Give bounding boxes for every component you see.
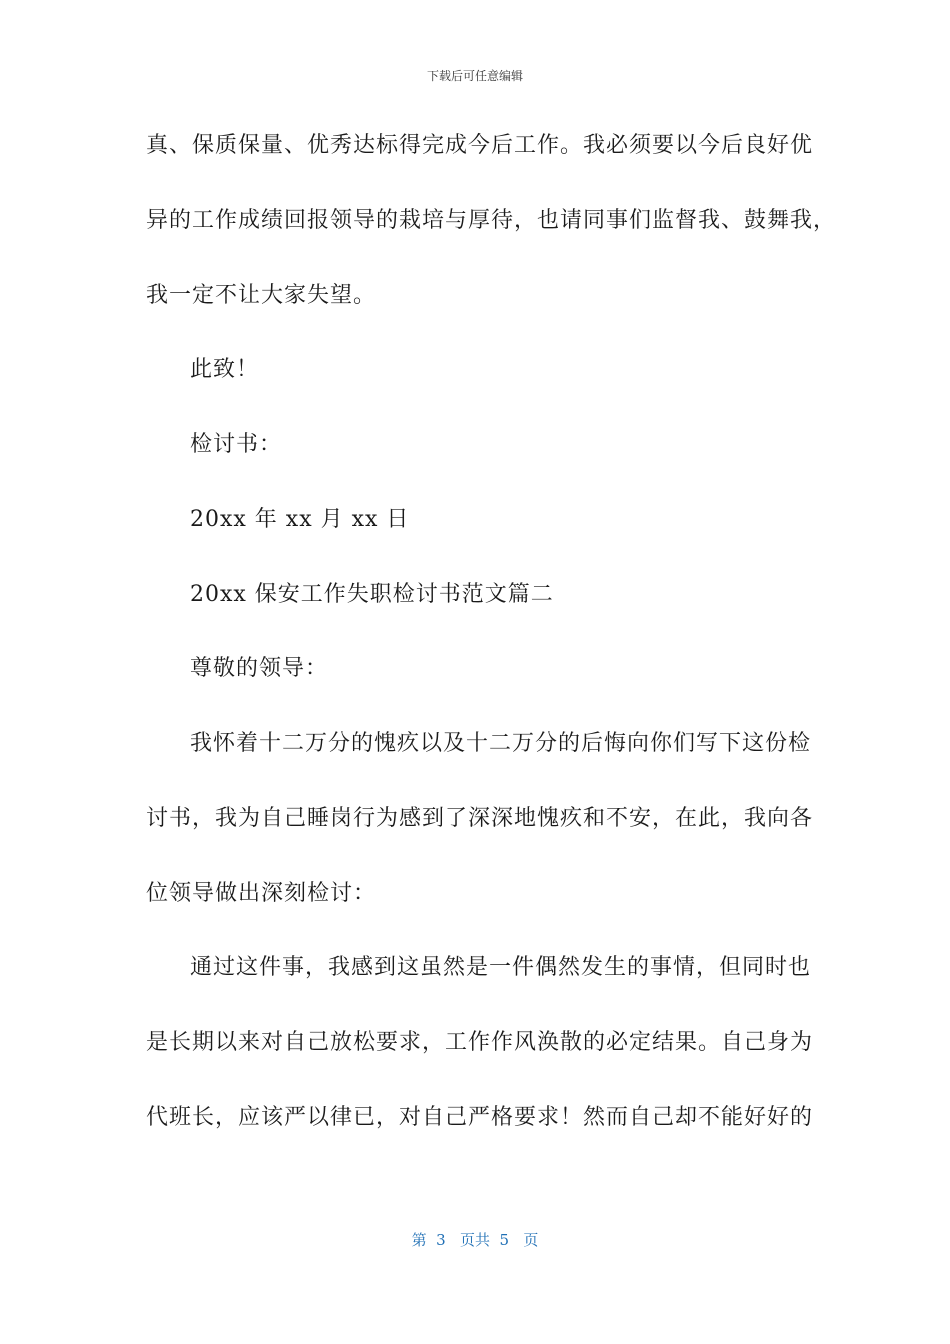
page-footer: 第 3 页共 5 页 (411, 1231, 539, 1249)
body-line: 讨书，我为自己睡岗行为感到了深深地愧疚和不安，在此，我向各 (146, 806, 814, 831)
body-line: 通过这件事，我感到这虽然是一件偶然发生的事情，但同时也 (190, 955, 812, 980)
section-title: 20xx 保安工作失职检讨书范文篇二 (190, 582, 554, 607)
signature-line: 检讨书： (190, 432, 283, 457)
body-line: 异的工作成绩回报领导的栽培与厚待，也请同事们监督我、鼓舞我， (146, 208, 837, 233)
body-line: 我怀着十二万分的愧疚以及十二万分的后悔向你们写下这份检 (190, 731, 812, 756)
page-header: 下载后可任意编辑 (426, 69, 523, 83)
closing-line: 此致！ (190, 357, 260, 382)
body-line: 真、保质保量、优秀达标得完成今后工作。我必须要以今后良好优 (146, 133, 814, 158)
body-line: 代班长，应该严以律已，对自己严格要求！然而自己却不能好好的 (146, 1105, 814, 1130)
body-line: 位领导做出深刻检讨： (146, 881, 377, 906)
salutation-line: 尊敬的领导： (190, 656, 329, 681)
date-line: 20xx 年 xx 月 xx 日 (190, 507, 410, 532)
body-line: 是长期以来对自己放松要求，工作作风涣散的必定结果。自己身为 (146, 1030, 814, 1055)
body-line: 我一定不让大家失望。 (146, 283, 377, 308)
